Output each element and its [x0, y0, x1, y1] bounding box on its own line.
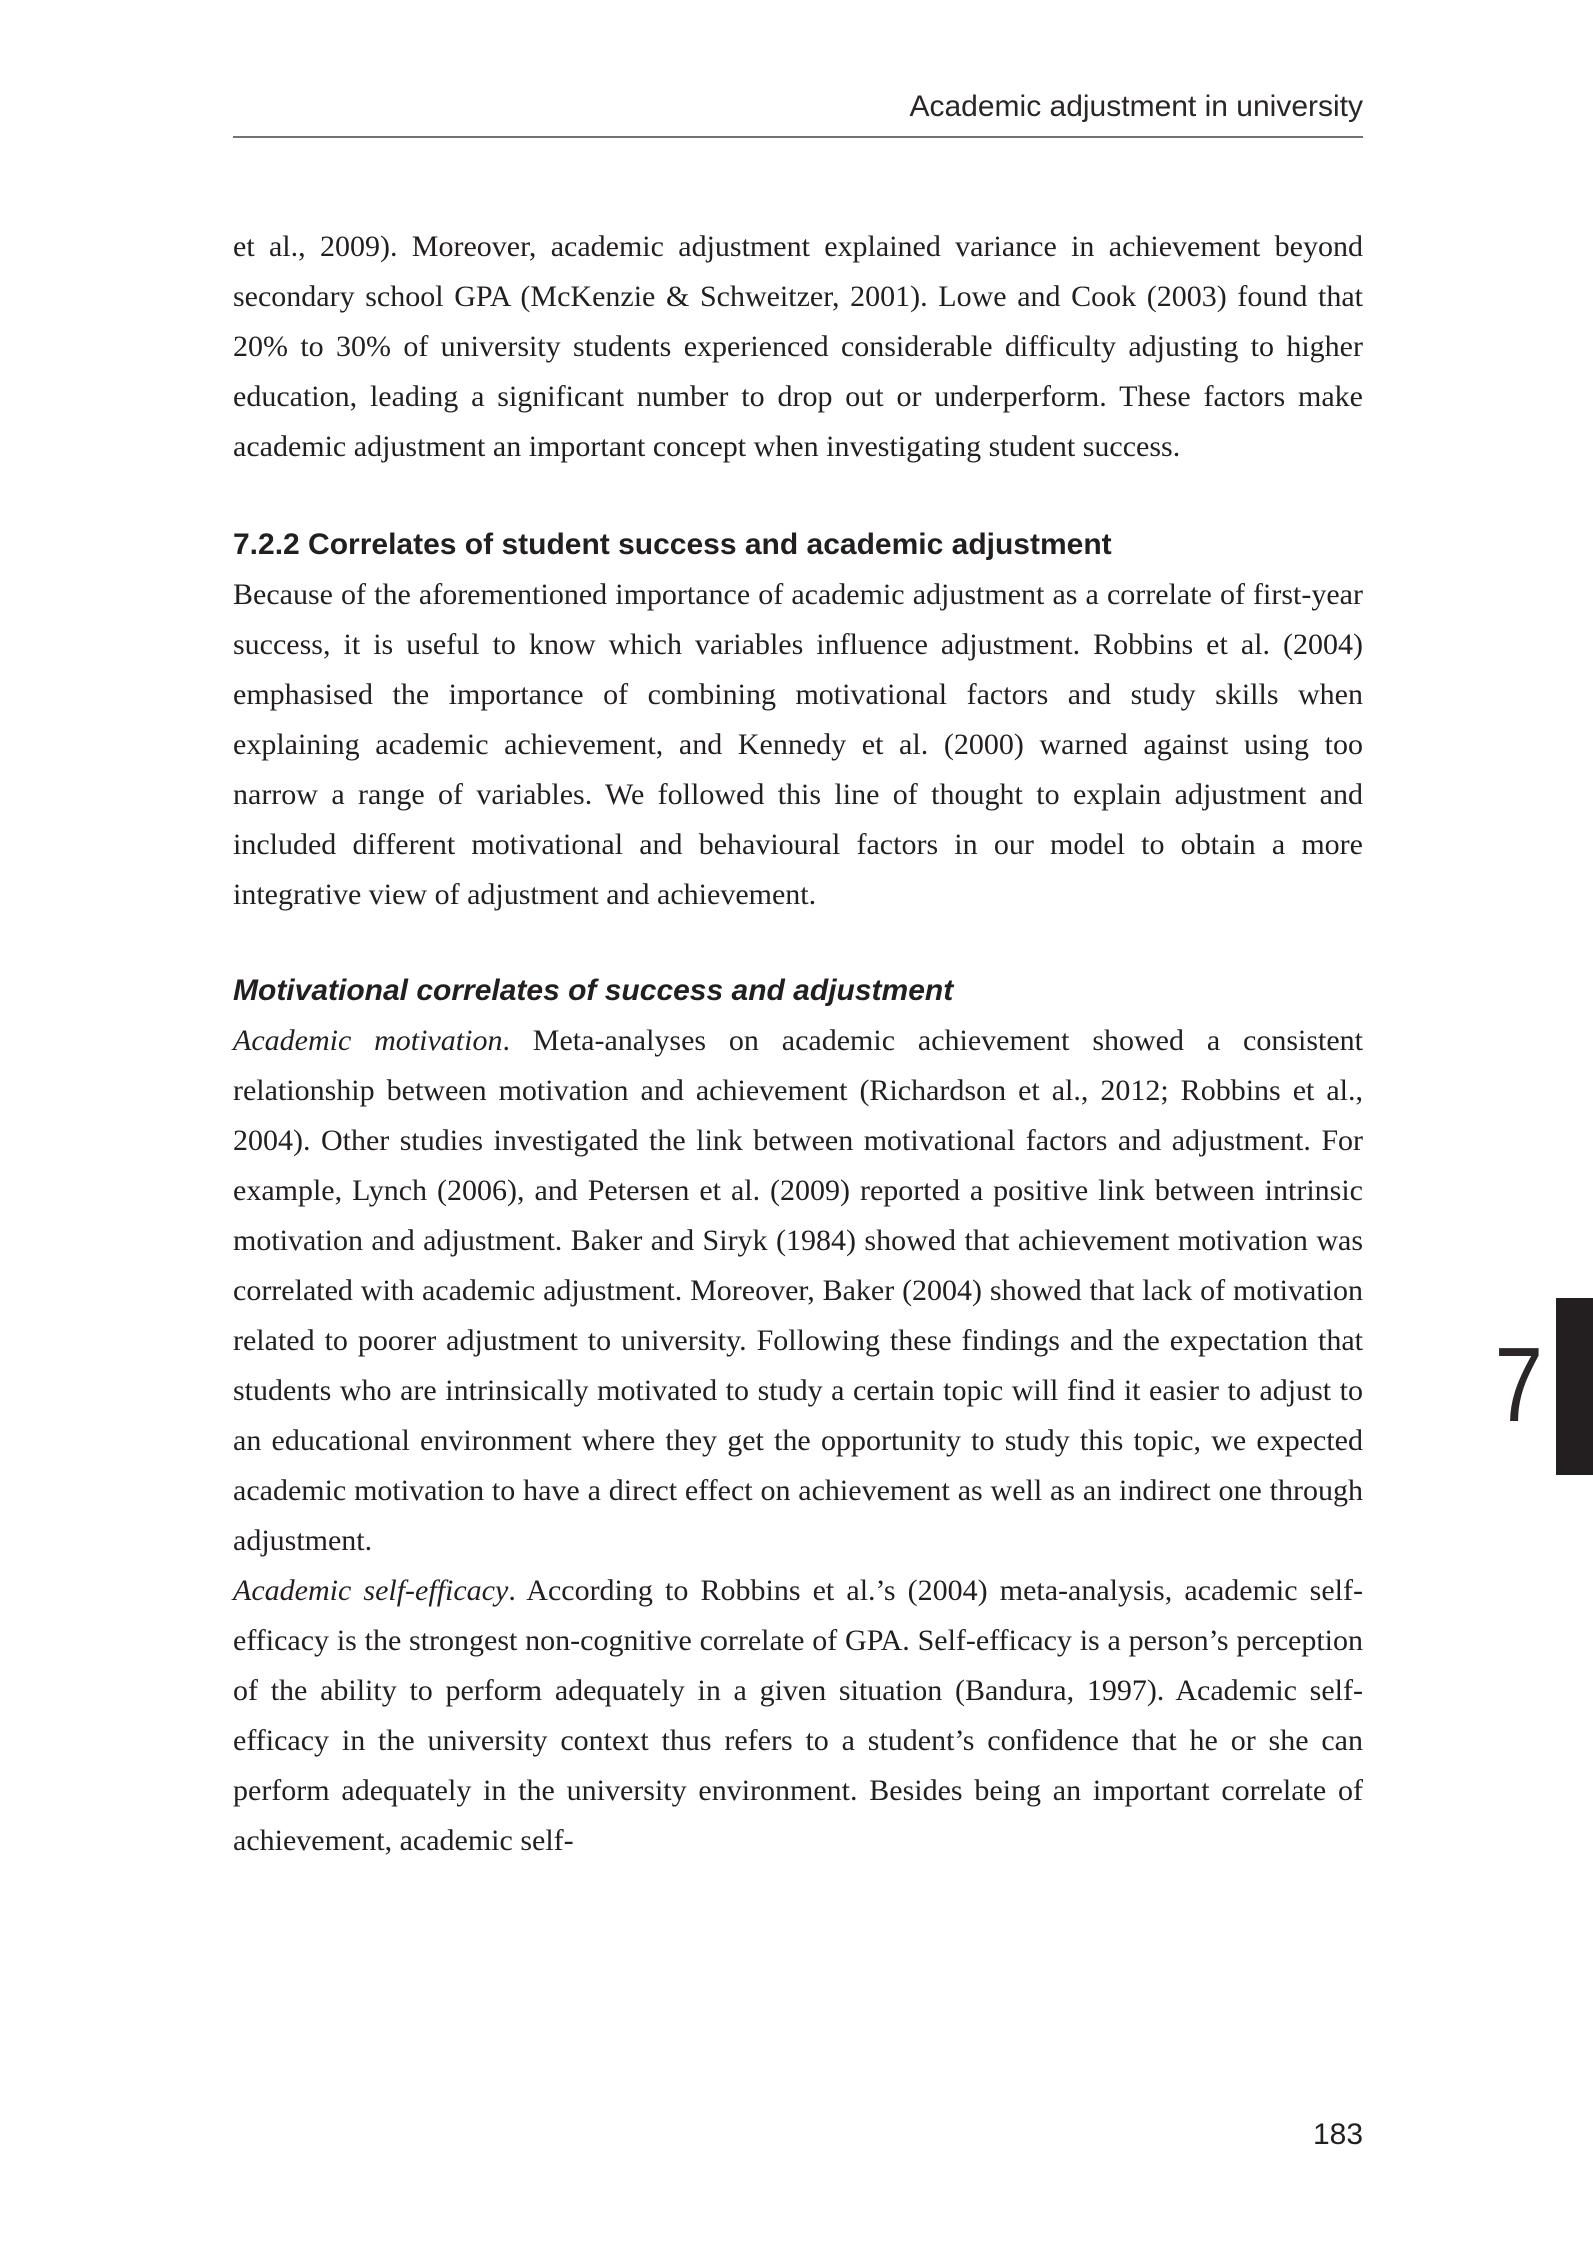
paragraph-academic-motivation-lead: Academic motivation [233, 1024, 503, 1057]
paragraph-academic-self-efficacy-lead: Academic self-efficacy [233, 1574, 509, 1607]
page-number: 183 [1313, 2118, 1364, 2151]
running-header-title: Academic adjustment in university [909, 90, 1363, 123]
paragraph-correlates: Because of the aforementioned importance of academic adjustment as a correlate of first-year success, it is useful to know which variables influence adjustment. Robbins et al. (2004) emphasised the importance of combining motivational factors and study skills when explaining academic achievement, and Kennedy et al. (2000) warned against using too narrow a range of variables. We followed this line of thought to explain adjustment and included different motivational and behavioural factors in our model to obtain a more integrative view of adjustment and achievement. [233, 578, 1363, 911]
paragraph-academic-motivation-text: . Meta-analyses on academic achievement showed a consistent relationship between motivation and achievement (Richardson et al., 2012; Robbins et al., 2004). Other studies investigated the link between motivational factors and adjustment. For example, Lynch (2006), and Petersen et al. (2009) reported a positive link between intrinsic motivation and adjustment. Baker and Siryk (1984) showed that achievement motivation was correlated with academic adjustment. Moreover, Baker (2004) showed that lack of motivation related to poorer adjustment to university. Following these findings and the expectation that students who are intrinsically motivated to study a certain topic will find it easier to adjust to an educational environment where they get the opportunity to study this topic, we expected academic motivation to have a direct effect on achievement as well as an indirect one through adjustment. [233, 1024, 1364, 1557]
page-footer [1313, 2118, 1363, 2152]
page-body [233, 222, 1363, 1866]
subsection-heading: Motivational correlates of success and adjustment [233, 974, 954, 1007]
chapter-number: 7 [1494, 1326, 1543, 1444]
paragraph-academic-motivation [233, 1016, 1363, 1566]
paragraph-academic-self-efficacy-text: . According to Robbins et al.’s (2004) meta-analysis, academic self-efficacy is the strongest non-cognitive correlate of GPA. Self-efficacy is a person’s perception of the ability to perform adequately in a given situation (Bandura, 1997). Academic self-efficacy in the university context thus refers to a student’s confidence that he or she can perform adequately in the university environment. Besides being an important correlate of achievement, academic self- [233, 1574, 1363, 1857]
paragraph-academic-self-efficacy [233, 1566, 1363, 1866]
section-heading: 7.2.2 Correlates of student success and academic adjustment [233, 528, 1112, 561]
running-header [233, 0, 1363, 138]
chapter-tab-bar [1556, 1298, 1593, 1475]
paragraph-intro: et al., 2009). Moreover, academic adjustment explained variance in achievement beyond secondary school GPA (McKenzie & Schweitzer, 2001). Lowe and Cook (2003) found that 20% to 30% of university students experienced considerable difficulty adjusting to higher education, leading a significant number to drop out or underperform. These factors make academic adjustment an important concept when investigating student success. [233, 230, 1363, 463]
